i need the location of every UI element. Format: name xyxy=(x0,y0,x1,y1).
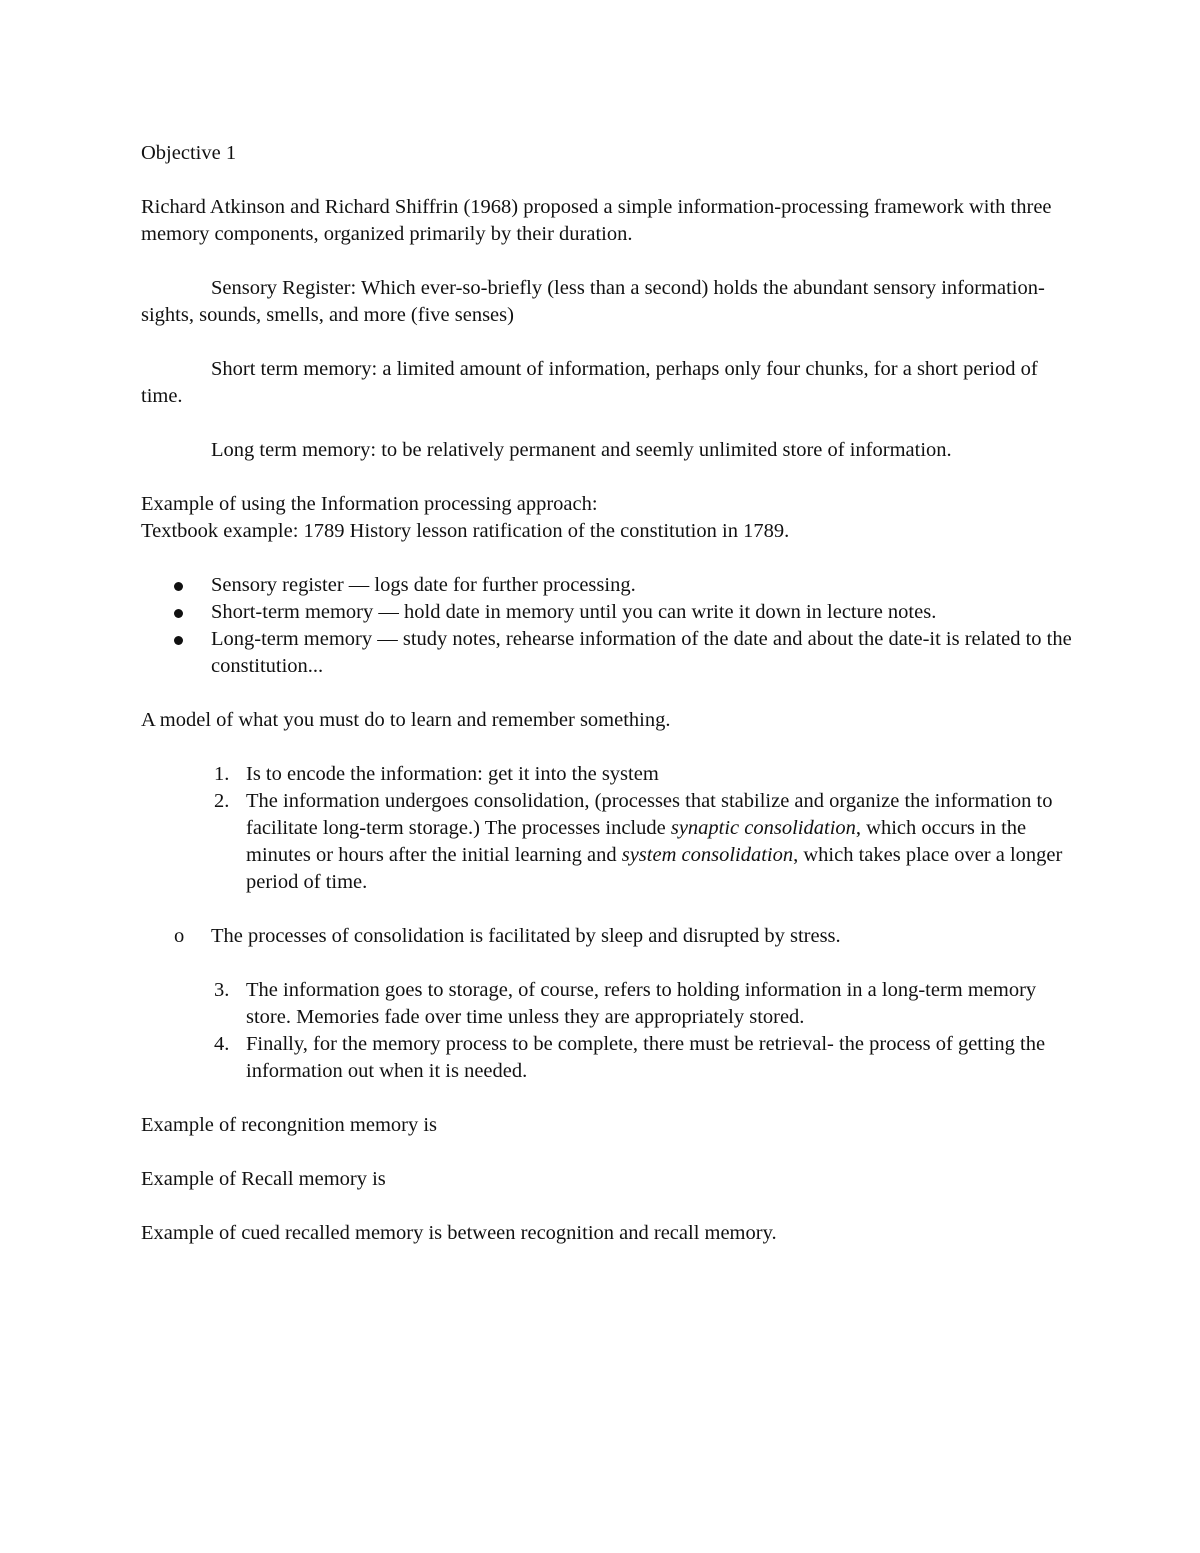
list-number: 1. xyxy=(214,763,230,785)
sub-point xyxy=(141,923,1081,950)
list-item xyxy=(141,761,1081,788)
sub-point-text: The processes of consolidation is facilitated by sleep and disrupted by stress. xyxy=(211,925,841,947)
textbook-example: Textbook example: 1789 History lesson ratification of the constitution in 1789. xyxy=(141,520,790,542)
list-item xyxy=(141,977,1081,1031)
step-text-b: , which occurs in the minutes or hours after the initial learning and xyxy=(246,817,1027,866)
component-sensory-register: Sensory Register: Which ever-so-briefly (less than a second) holds the abundant sensory information- sights, sounds, smells, and more (five senses) xyxy=(141,277,1045,326)
step-text: Finally, for the memory process to be complete, there must be retrieval- the process of getting the information out when it is needed. xyxy=(246,1033,1046,1082)
bullet-text: Short-term memory — hold date in memory until you can write it down in lecture notes. xyxy=(211,601,937,623)
bullet-text: Sensory register — logs date for further processing. xyxy=(211,574,636,596)
example-bullet-list xyxy=(141,572,1081,680)
list-item xyxy=(141,599,1081,626)
circle-bullet-icon: o xyxy=(174,925,185,947)
list-item xyxy=(141,572,1081,599)
list-item xyxy=(141,626,1081,680)
step-text: The information goes to storage, of course, refers to holding information in a long-term memory store. Memories fade over time unless they are appropriately stored. xyxy=(246,979,1037,1028)
example-heading: Example of using the Information processing approach: xyxy=(141,493,598,515)
bullet-icon xyxy=(174,636,183,645)
list-number: 3. xyxy=(214,979,230,1001)
bullet-icon xyxy=(174,582,183,591)
numbered-list-part1 xyxy=(141,761,1081,896)
bullet-icon xyxy=(174,609,183,618)
heading: Objective 1 xyxy=(141,142,237,164)
step-text-c: , which takes place over a longer period of time. xyxy=(246,844,1063,893)
component-long-term-memory: Long term memory: to be relatively permanent and seemly unlimited store of information. xyxy=(211,439,952,461)
step-text-a: The information undergoes consolidation, (processes that stabilize and organize the information to facilitate long-term storage.) The processes include xyxy=(246,790,1053,839)
model-heading: A model of what you must do to learn and remember something. xyxy=(141,709,671,731)
list-number: 2. xyxy=(214,790,230,812)
step-text: Is to encode the information: get it into the system xyxy=(246,763,659,785)
recall-line: Example of Recall memory is xyxy=(141,1168,386,1190)
recognition-line: Example of recongnition memory is xyxy=(141,1114,438,1136)
intro-paragraph: Richard Atkinson and Richard Shiffrin (1968) proposed a simple information-processing framework with three memory components, organized primarily by their duration. xyxy=(141,196,1052,245)
bullet-text: Long-term memory — study notes, rehearse information of the date and about the date-it is related to the constitution... xyxy=(211,628,1072,677)
list-number: 4. xyxy=(214,1033,230,1055)
cued-recall-line: Example of cued recalled memory is between recognition and recall memory. xyxy=(141,1222,777,1244)
numbered-list-part2 xyxy=(141,977,1081,1085)
step-italic-a: synaptic consolidation xyxy=(670,817,856,839)
document-page xyxy=(141,140,1081,1247)
list-item xyxy=(141,788,1081,896)
component-short-term-memory: Short term memory: a limited amount of information, perhaps only four chunks, for a short period of time. xyxy=(141,358,1038,407)
list-item xyxy=(141,1031,1081,1085)
step-italic-b: system consolidation xyxy=(621,844,794,866)
